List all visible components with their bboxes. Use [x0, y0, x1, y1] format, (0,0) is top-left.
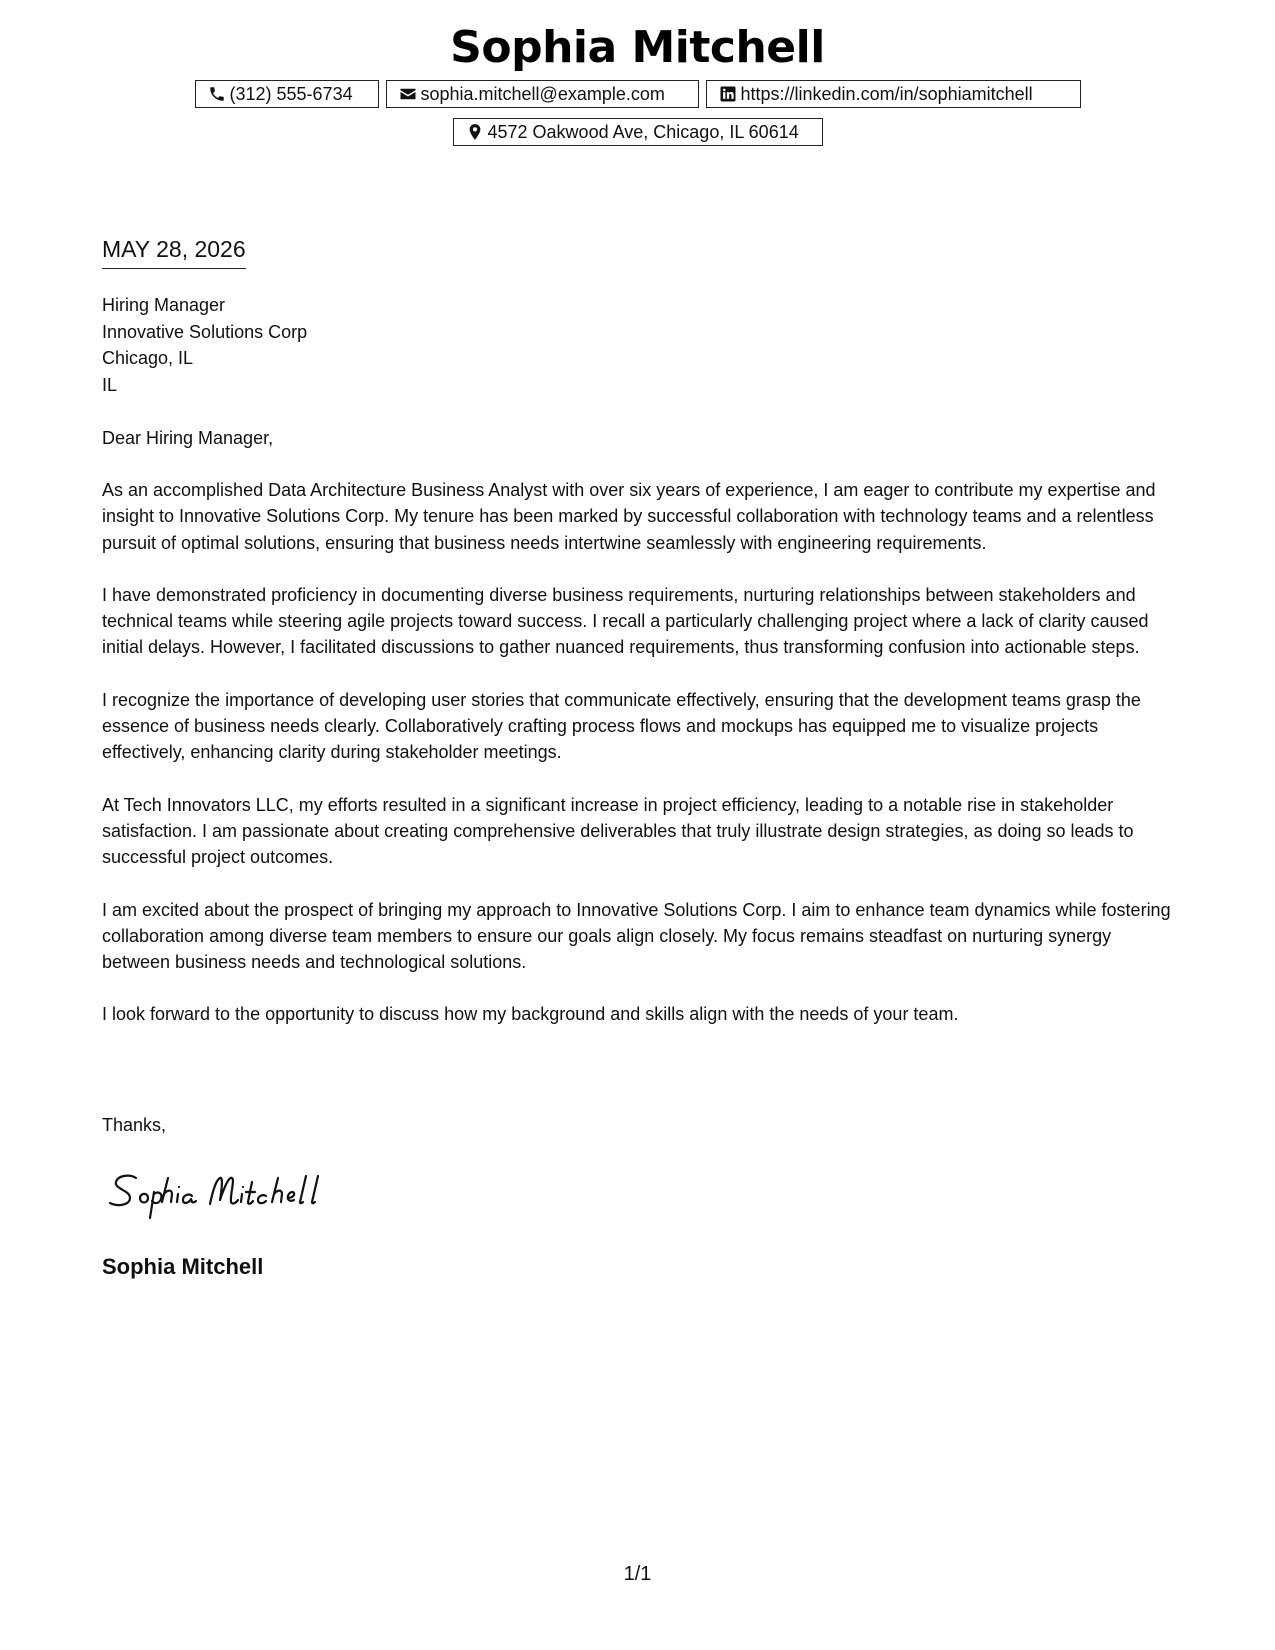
body-paragraph: I am excited about the prospect of bringing my approach to Innovative Solutions Corp. I aim to enhance team dynamics while fostering collaboration among diverse team members to ensure our goals align closely. My focus remains steadfast on nurturing synergy between business needs and technological solutions.	[102, 899, 1171, 973]
body-paragraph: I have demonstrated proficiency in documenting diverse business requirements, nurturing relationships between stakeholders and technical teams while steering agile projects toward success. I recall a particularly challenging project where a lack of clarity caused initial delays. However, I facilitated discussions to gather nuanced requirements, thus transforming confusion into actionable steps.	[102, 584, 1149, 658]
recipient-block	[102, 292, 307, 398]
signer-name: Sophia Mitchell	[102, 1254, 264, 1279]
handwritten-signature	[106, 1160, 366, 1220]
applicant-name: Sophia Mitchell	[450, 22, 825, 73]
page-indicator: 1/1	[623, 1563, 652, 1585]
contact-address	[453, 118, 823, 146]
recipient-company: Innovative Solutions Corp	[102, 321, 308, 342]
closing-line: Thanks,	[102, 1115, 167, 1135]
body-paragraph: At Tech Innovators LLC, my efforts resulted in a significant increase in project efficiency, leading to a notable rise in stakeholder satisfaction. I am passionate about creating comprehensive deliverables that truly illustrate design strategies, as doing so leads to successful project outcomes.	[102, 794, 1134, 868]
map-marker-icon	[466, 123, 484, 141]
contact-linkedin[interactable]	[706, 80, 1081, 108]
recipient-title: Hiring Manager	[102, 295, 226, 315]
body-paragraph: I look forward to the opportunity to discuss how my background and skills align with the needs of your team.	[102, 1004, 959, 1025]
body-paragraph: As an accomplished Data Architecture Business Analyst with over six years of experience, I am eager to contribute my expertise and insight to Innovative Solutions Corp. My tenure has been marked by successful collaboration with technology teams and a relentless pursuit of optimal solutions, ensuring that business needs intertwine seamlessly with engineering requirements.	[102, 480, 1156, 553]
letter-date: MAY 28, 2026	[102, 234, 246, 269]
linkedin-text: https://linkedin.com/in/sophiamitchell	[740, 83, 1033, 104]
phone-text: (312) 555-6734	[229, 83, 353, 104]
envelope-icon	[399, 85, 417, 103]
recipient-state: IL	[102, 374, 118, 395]
recipient-city: Chicago, IL	[102, 348, 194, 368]
phone-icon	[208, 85, 226, 103]
linkedin-icon	[719, 85, 737, 103]
contact-row-primary	[0, 80, 1275, 108]
contact-email[interactable]	[386, 80, 699, 108]
email-text: sophia.mitchell@example.com	[420, 83, 665, 104]
contact-row-secondary	[0, 118, 1275, 146]
body-paragraph: I recognize the importance of developing user stories that communicate effectively, ensuring that the development teams grasp the essence of business needs clearly. Collaboratively crafting process flows and mockups has equipped me to visualize projects effectively, enhancing clarity during stakeholder meetings.	[102, 689, 1141, 763]
letter-body	[102, 477, 1177, 1054]
contact-phone	[195, 80, 379, 108]
salutation: Dear Hiring Manager,	[102, 428, 274, 448]
address-text: 4572 Oakwood Ave, Chicago, IL 60614	[487, 121, 799, 142]
